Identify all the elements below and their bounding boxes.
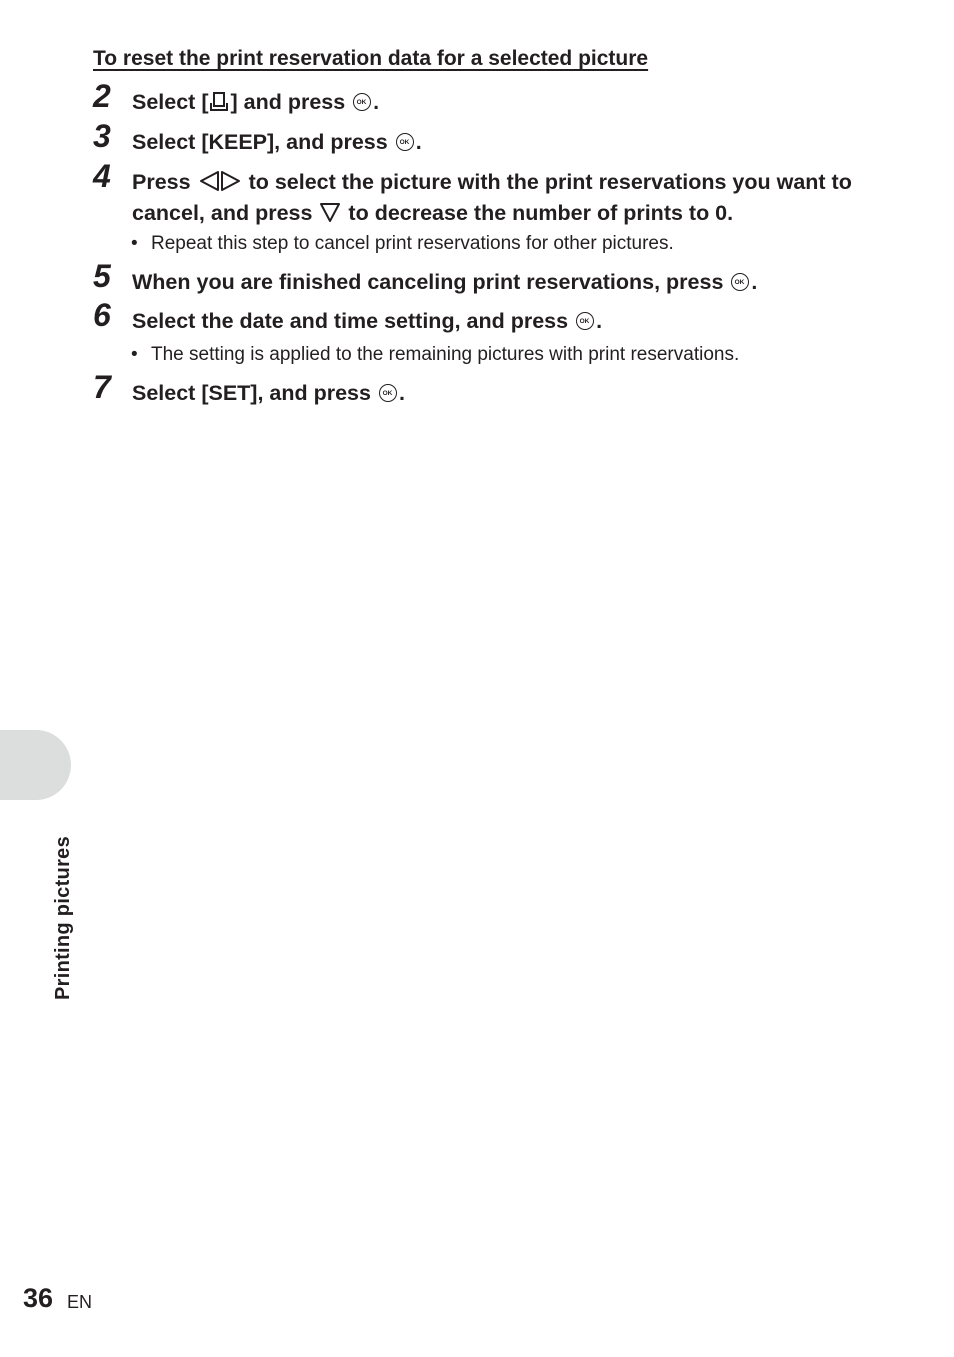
step-text: Press to select the picture with the print reservations you want to cancel, and press to decrease the number of prints to 0. bbox=[132, 168, 872, 230]
step-number: 7 bbox=[93, 369, 111, 405]
bullet-note: • The setting is applied to the remaining pictures with print reservations. bbox=[131, 344, 740, 365]
ok-button-icon bbox=[731, 273, 749, 291]
ok-button-icon bbox=[379, 384, 397, 402]
svg-text:OK: OK bbox=[735, 279, 745, 286]
svg-text:OK: OK bbox=[382, 390, 393, 397]
bullet-dot: • bbox=[131, 233, 138, 254]
step-number: 5 bbox=[93, 258, 111, 294]
step-text: Select [SET], and press OK . bbox=[132, 381, 405, 405]
page-number: 36 bbox=[23, 1283, 54, 1313]
svg-text:OK: OK bbox=[356, 99, 367, 106]
chapter-label: Printing pictures bbox=[52, 835, 74, 1000]
bullet-dot: • bbox=[131, 344, 138, 365]
step-text: When you are finished canceling print reservations, press OK . bbox=[132, 270, 758, 294]
step-number: 3 bbox=[93, 118, 111, 154]
step-text: Select [ ] and press OK . bbox=[132, 88, 872, 120]
svg-text:OK: OK bbox=[579, 318, 590, 325]
down-arrow-icon bbox=[319, 201, 341, 230]
print-order-icon bbox=[209, 91, 229, 120]
page-language: EN bbox=[67, 1292, 93, 1312]
step-number: 6 bbox=[93, 297, 111, 333]
section-heading: To reset the print reservation data for a selected picture bbox=[93, 47, 649, 70]
svg-text:OK: OK bbox=[399, 139, 410, 146]
ok-button-icon bbox=[396, 133, 414, 151]
ok-button-icon bbox=[576, 312, 594, 330]
step-text: Select the date and time setting, and press OK . bbox=[132, 309, 603, 333]
ok-button-icon bbox=[353, 93, 371, 111]
step-number: 2 bbox=[93, 78, 111, 114]
left-right-arrow-icon bbox=[198, 170, 242, 199]
chapter-tab bbox=[0, 730, 71, 800]
bullet-note: • Repeat this step to cancel print reservations for other pictures. bbox=[131, 233, 674, 254]
step-number: 4 bbox=[93, 158, 111, 194]
step-text: Select [KEEP], and press OK . bbox=[132, 130, 422, 154]
